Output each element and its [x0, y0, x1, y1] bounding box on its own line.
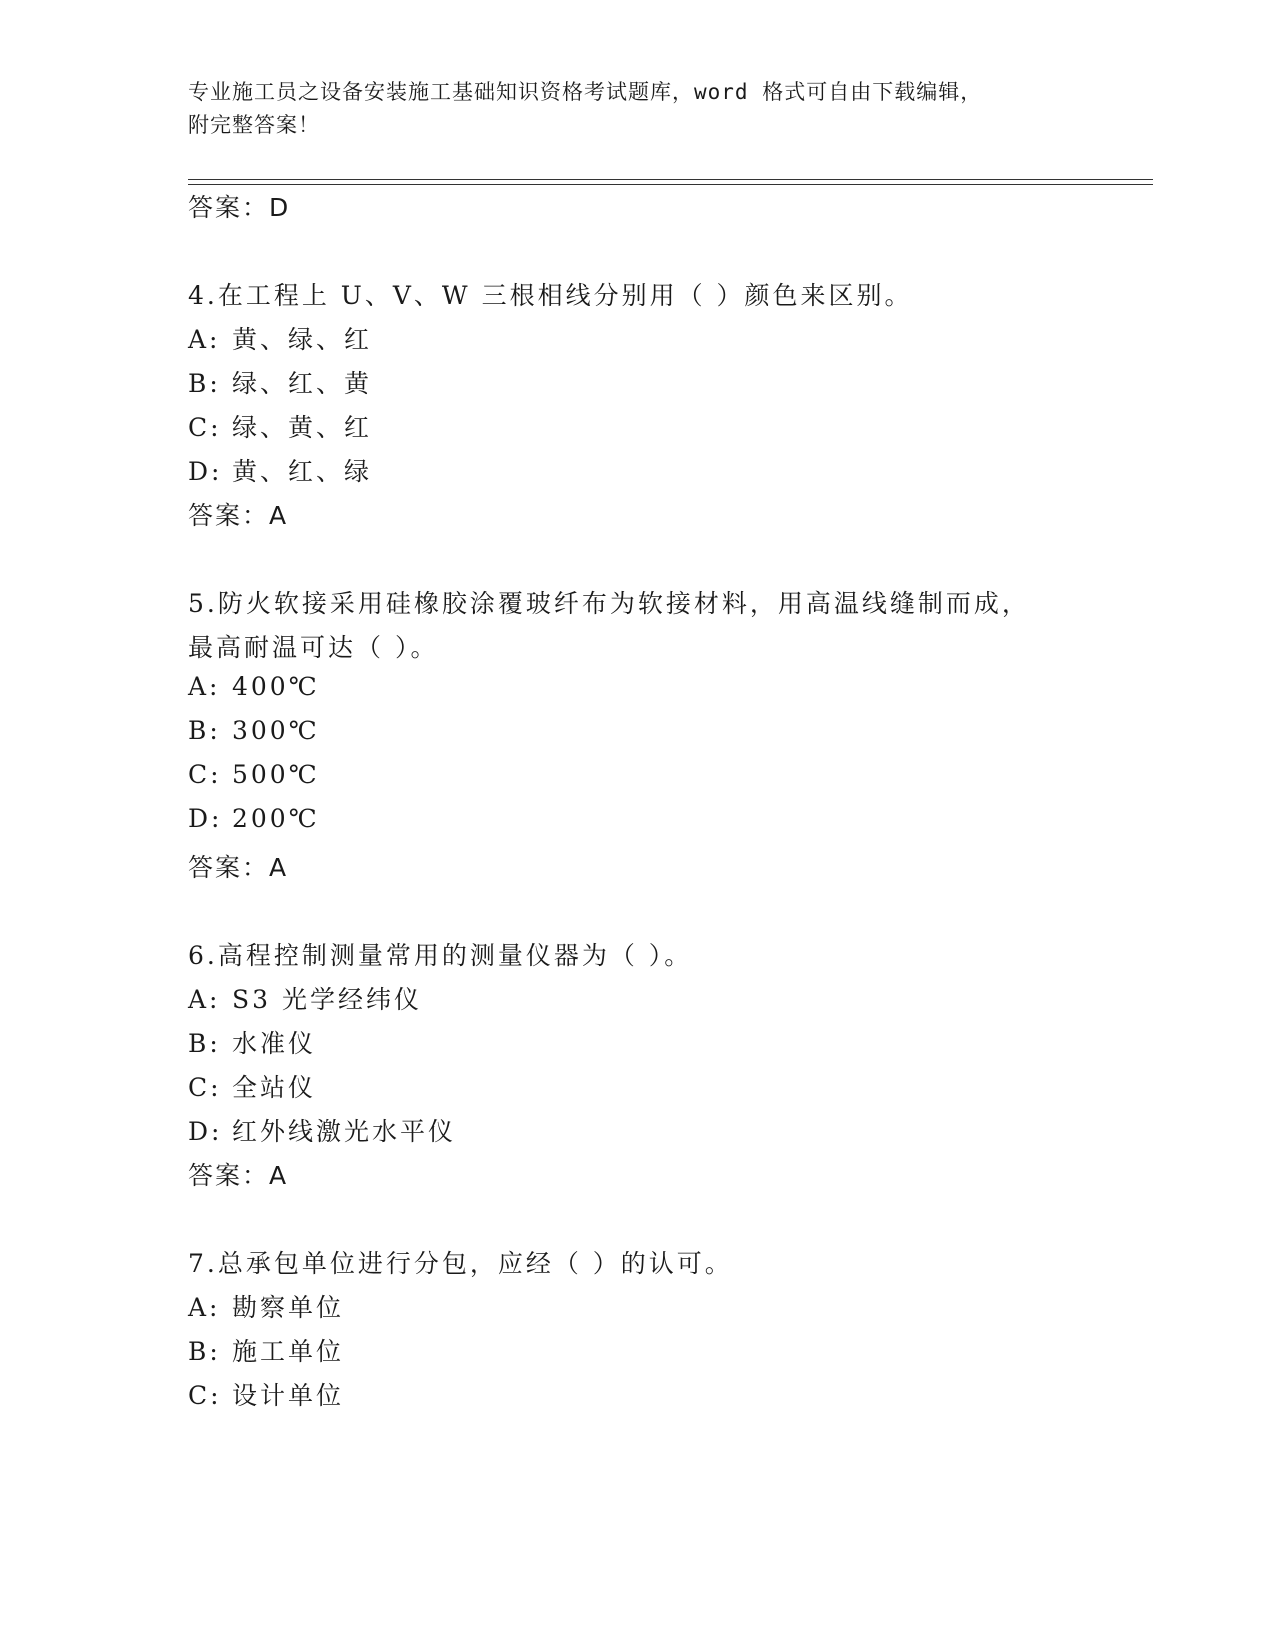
- question-6-answer: 答案：A: [188, 1161, 289, 1190]
- previous-answer: 答案：D: [188, 193, 291, 222]
- option-text: 施工单位: [232, 1337, 345, 1366]
- option-letter: C:: [188, 413, 222, 442]
- question-6-option-b: [188, 1024, 316, 1060]
- option-letter: A:: [188, 672, 221, 701]
- question-7-stem: 7.总承包单位进行分包，应经（ ）的认可。: [188, 1249, 733, 1278]
- option-text: 黄、红、绿: [232, 457, 373, 486]
- question-7-option-a: [188, 1288, 344, 1324]
- question-6-option-c: [188, 1068, 316, 1104]
- option-text: 设计单位: [232, 1381, 345, 1410]
- question-5-option-c: [188, 760, 320, 789]
- option-text: 300℃: [232, 716, 320, 745]
- header-line-1: 专业施工员之设备安装施工基础知识资格考试题库，word 格式可自由下载编辑，: [188, 80, 983, 104]
- option-text: 红外线激光水平仪: [232, 1117, 457, 1146]
- header-divider-bottom: [188, 184, 1153, 185]
- question-5-stem-continued: 最高耐温可达（ ）。: [188, 633, 439, 662]
- option-letter: B:: [188, 1029, 221, 1058]
- question-4-stem: 4.在工程上 U、V、W 三根相线分别用（ ）颜色来区别。: [188, 281, 913, 310]
- option-letter: B:: [188, 716, 221, 745]
- option-letter: C:: [188, 760, 222, 789]
- option-text: 黄、绿、红: [232, 325, 373, 354]
- question-4-option-c: [188, 408, 372, 444]
- option-text: 全站仪: [232, 1073, 317, 1102]
- question-4-answer: 答案：A: [188, 501, 289, 530]
- option-text: S3 光学经纬仪: [232, 985, 422, 1014]
- option-text: 400℃: [232, 672, 320, 701]
- option-text: 水准仪: [232, 1029, 317, 1058]
- question-6-option-d: [188, 1112, 456, 1148]
- question-5-answer: 答案：A: [188, 853, 289, 882]
- option-letter: C:: [188, 1381, 222, 1410]
- option-text: 绿、黄、红: [232, 413, 373, 442]
- question-5-option-b: [188, 716, 320, 745]
- option-text: 绿、红、黄: [232, 369, 373, 398]
- option-text: 500℃: [232, 760, 320, 789]
- question-7-option-b: [188, 1332, 344, 1368]
- option-letter: B:: [188, 1337, 221, 1366]
- option-letter: A:: [188, 1293, 221, 1322]
- option-letter: D:: [188, 457, 223, 486]
- option-letter: D:: [188, 1117, 223, 1146]
- question-4-option-a: [188, 320, 372, 356]
- question-6-option-a: [188, 980, 422, 1016]
- option-text: 勘察单位: [232, 1293, 345, 1322]
- question-7-option-c: [188, 1376, 344, 1412]
- question-5-stem: 5.防火软接采用硅橡胶涂覆玻纤布为软接材料，用高温线缝制而成，: [188, 589, 1030, 618]
- header-line-2: 附完整答案！: [188, 113, 320, 137]
- option-letter: C:: [188, 1073, 222, 1102]
- option-text: 200℃: [232, 804, 320, 833]
- option-letter: B:: [188, 369, 221, 398]
- question-5-option-d: [188, 804, 320, 833]
- document-header: [188, 76, 1068, 142]
- question-4-option-d: [188, 452, 372, 488]
- question-4-option-b: [188, 364, 372, 400]
- option-letter: D:: [188, 804, 223, 833]
- option-letter: A:: [188, 985, 221, 1014]
- header-divider-top: [188, 179, 1153, 180]
- question-5-option-a: [188, 672, 320, 701]
- question-6-stem: 6.高程控制测量常用的测量仪器为（ ）。: [188, 941, 693, 970]
- option-letter: A:: [188, 325, 221, 354]
